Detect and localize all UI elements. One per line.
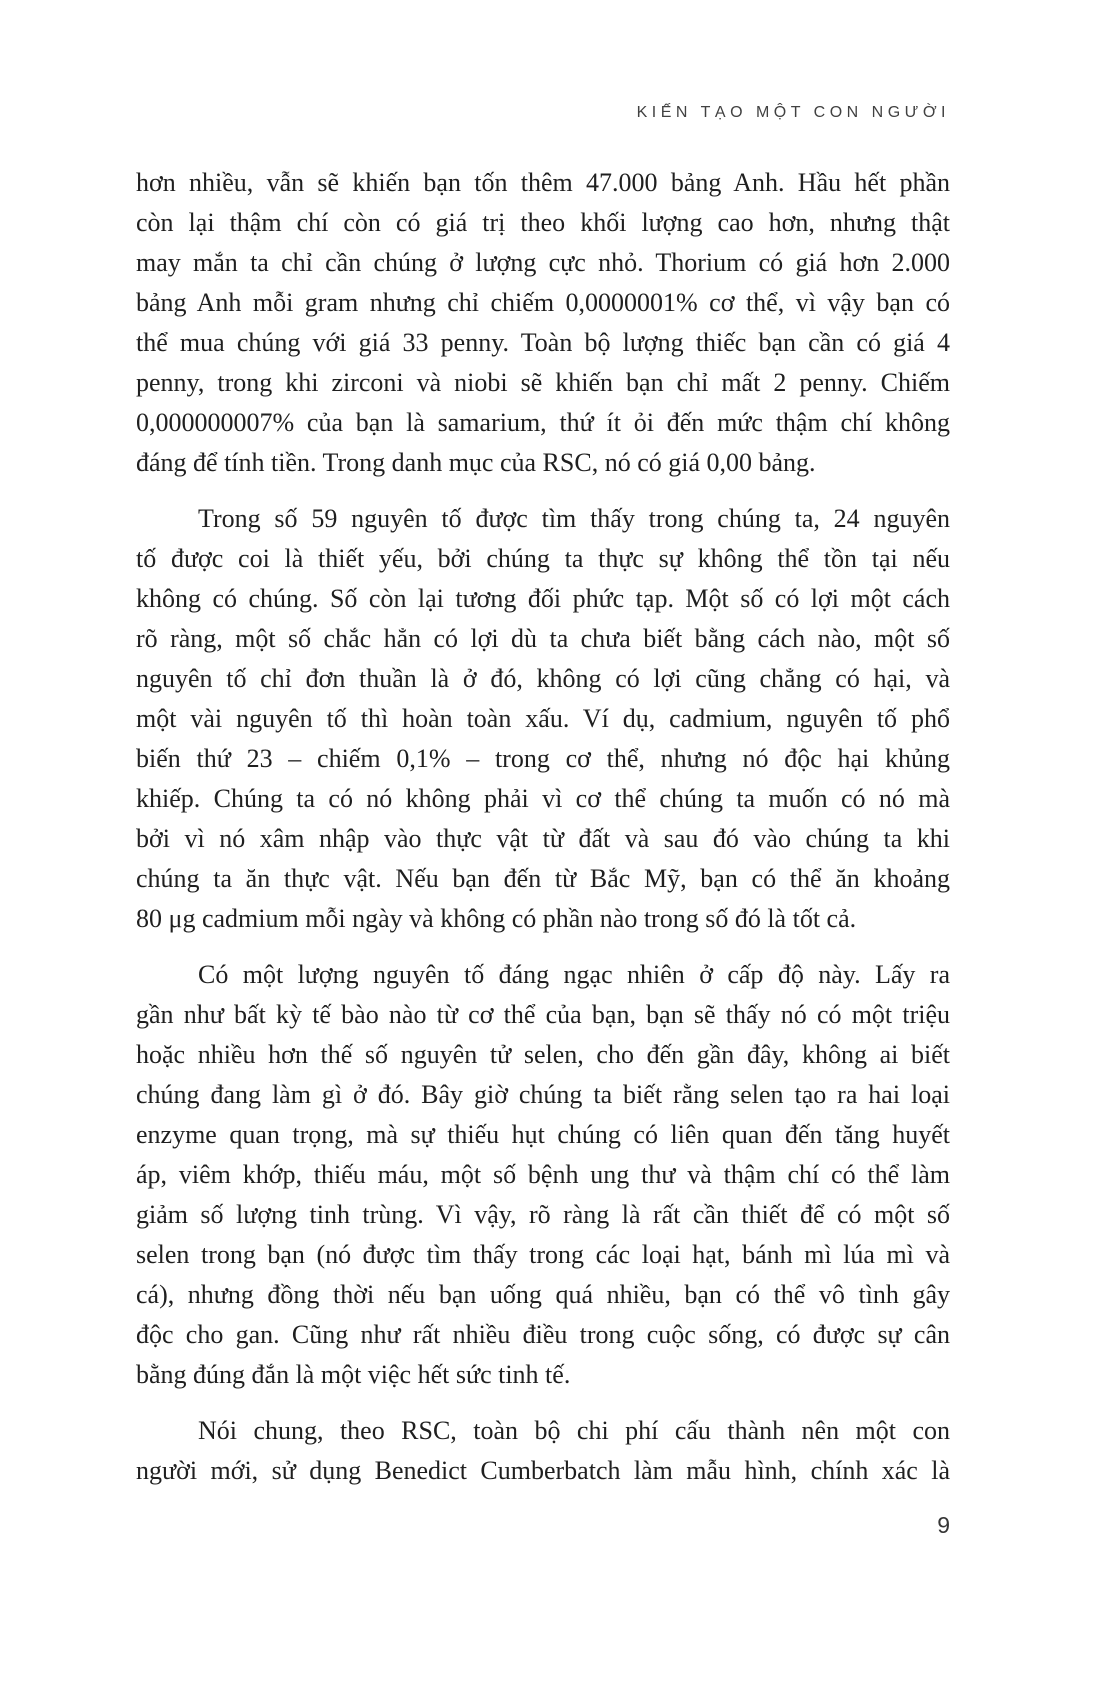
body-line: selen trong bạn (nó được tìm thấy trong các loại hạt, bánh mì lúa mì và [136,1240,950,1269]
body-line: bởi vì nó xâm nhập vào thực vật từ đất và sau đó vào chúng ta khi [136,824,950,853]
body-line: gần như bất kỳ tế bào nào từ cơ thể của bạn, bạn sẽ thấy nó có một triệu [136,1000,950,1029]
body-line: tố được coi là thiết yếu, bởi chúng ta thực sự không thể tồn tại nếu [136,544,950,573]
body-line: rõ ràng, một số chắc hẳn có lợi dù ta chưa biết bằng cách nào, một số [136,624,950,653]
body-line: hoặc nhiều hơn thế số nguyên tử selen, cho đến gần đây, không ai biết [136,1040,950,1069]
body-line: bảng Anh mỗi gram nhưng chỉ chiếm 0,0000001% cơ thể, vì vậy bạn có [136,288,950,317]
body-line: biến thứ 23 – chiếm 0,1% – trong cơ thể, nhưng nó độc hại khủng [136,744,950,773]
body-line: độc cho gan. Cũng như rất nhiều điều trong cuộc sống, có được sự cân [136,1320,950,1349]
body-line: may mắn ta chỉ cần chúng ở lượng cực nhỏ. Thorium có giá hơn 2.000 [136,248,950,277]
body-line: áp, viêm khớp, thiếu máu, một số bệnh ung thư và thậm chí có thể làm [136,1160,950,1189]
body-line: không có chúng. Số còn lại tương đối phức tạp. Một số có lợi một cách [136,584,950,613]
paragraph [136,1411,950,1491]
paragraph [136,499,950,939]
body-line: bằng đúng đắn là một việc hết sức tinh tế. [136,1360,571,1389]
body-line: thể mua chúng với giá 33 penny. Toàn bộ lượng thiếc bạn cần có giá 4 [136,328,950,357]
running-header: KIẾN TẠO MỘT CON NGƯỜI [636,104,950,121]
body-line: penny, trong khi zirconi và niobi sẽ khiến bạn chỉ mất 2 penny. Chiếm [136,368,950,397]
body-line: một vài nguyên tố thì hoàn toàn xấu. Ví dụ, cadmium, nguyên tố phổ [136,704,950,733]
body-line: Nói chung, theo RSC, toàn bộ chi phí cấu thành nên một con [198,1416,950,1445]
body-line: chúng đang làm gì ở đó. Bây giờ chúng ta biết rằng selen tạo ra hai loại [136,1080,950,1109]
body-line: giảm số lượng tinh trùng. Vì vậy, rõ ràng là rất cần thiết để có một số [136,1200,950,1229]
paragraph [136,955,950,1395]
body-line: enzyme quan trọng, mà sự thiếu hụt chúng có liên quan đến tăng huyết [136,1120,950,1149]
page-number: 9 [937,1512,950,1538]
body-line: 80 μg cadmium mỗi ngày và không có phần nào trong số đó là tốt cả. [136,904,857,933]
body-line: còn lại thậm chí còn có giá trị theo khối lượng cao hơn, nhưng thật [136,208,950,237]
paragraph [136,163,950,483]
body-line: Trong số 59 nguyên tố được tìm thấy trong chúng ta, 24 nguyên [198,504,950,533]
body-line: đáng để tính tiền. Trong danh mục của RSC, nó có giá 0,00 bảng. [136,448,816,477]
body-line: nguyên tố chỉ đơn thuần là ở đó, không có lợi cũng chẳng có hại, và [136,664,950,693]
body-line: chúng ta ăn thực vật. Nếu bạn đến từ Bắc Mỹ, bạn có thể ăn khoảng [136,864,950,893]
body-line: 0,000000007% của bạn là samarium, thứ ít ỏi đến mức thậm chí không [136,408,950,437]
body-line: Có một lượng nguyên tố đáng ngạc nhiên ở cấp độ này. Lấy ra [198,960,950,989]
body-line: cá), nhưng đồng thời nếu bạn uống quá nhiều, bạn có thể vô tình gây [136,1280,950,1309]
body-line: người mới, sử dụng Benedict Cumberbatch làm mẫu hình, chính xác là [136,1456,950,1485]
body-text [136,163,950,1491]
body-line: khiếp. Chúng ta có nó không phải vì cơ thể chúng ta muốn có nó mà [136,784,950,813]
body-line: hơn nhiều, vẫn sẽ khiến bạn tốn thêm 47.000 bảng Anh. Hầu hết phần [136,168,950,197]
